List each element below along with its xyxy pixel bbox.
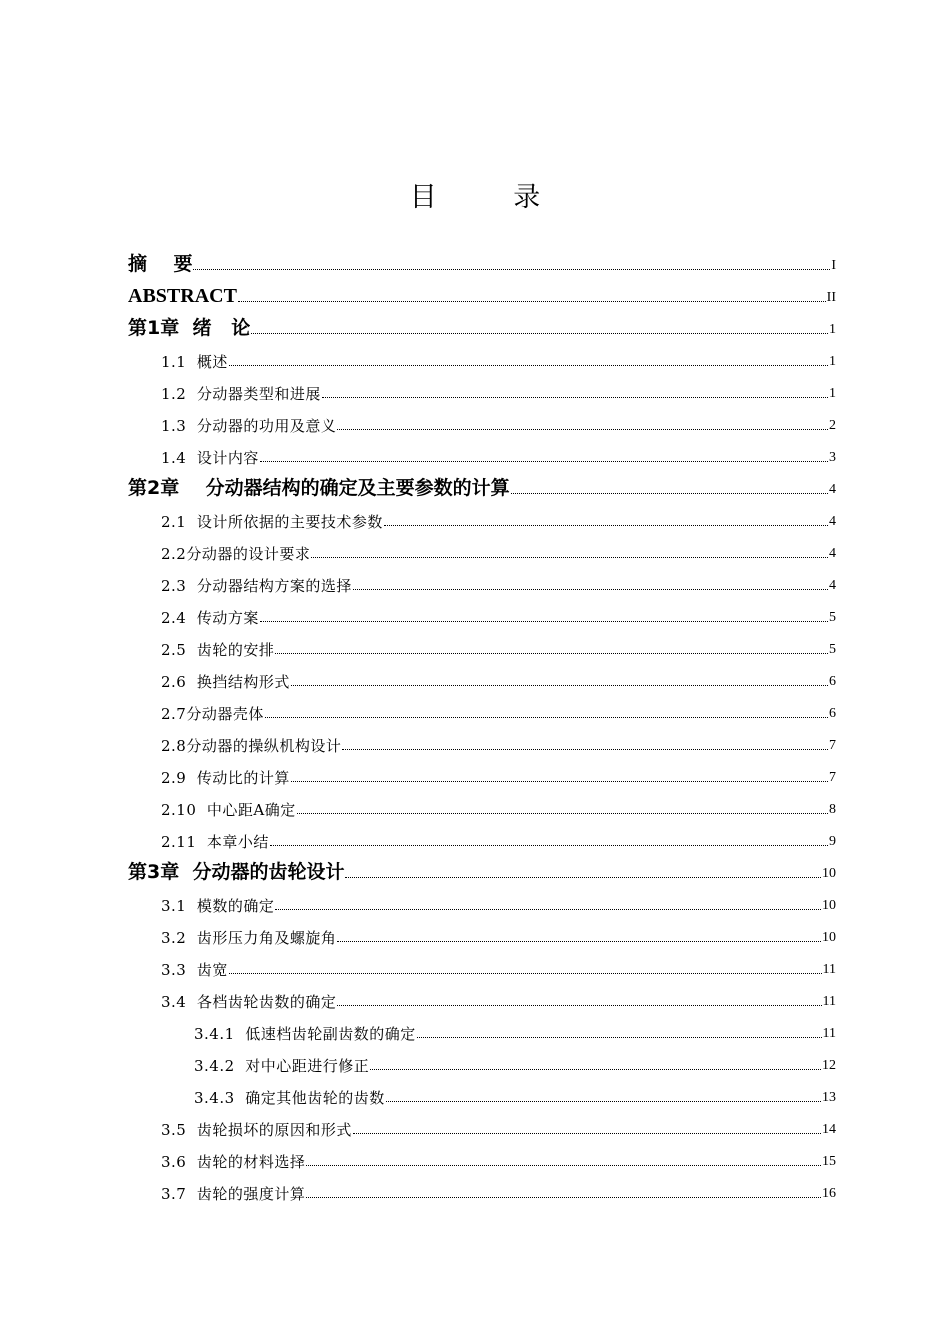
toc-dot-leader [306,1165,821,1166]
toc-page-number: 12 [822,1058,836,1073]
toc-page-number: 2 [829,418,836,433]
toc-entry-label: 2.10 中心距A确定 [161,801,296,819]
toc-entry[interactable] [128,852,836,884]
toc-title: 目 录 [409,182,575,213]
toc-entry[interactable] [128,724,836,756]
toc-entry[interactable] [128,980,836,1012]
toc-page-number: 7 [829,738,836,753]
toc-page-number: 4 [829,514,836,529]
toc-entry[interactable] [128,500,836,532]
toc-page-number: 5 [829,642,836,657]
toc-entry-label: 3.4.1 低速档齿轮副齿数的确定 [194,1025,416,1043]
toc-page-number: 4 [829,546,836,561]
toc-entry-label: 1.4 设计内容 [161,449,259,467]
toc-dot-leader [345,877,821,878]
toc-page-number: 15 [822,1154,836,1169]
toc-entry[interactable] [128,564,836,596]
toc-dot-leader [229,365,828,366]
toc-entry-label: 1.2 分动器类型和进展 [161,385,321,403]
toc-page-number: II [826,290,836,305]
toc-entry-label: 3.4 各档齿轮齿数的确定 [161,993,337,1011]
toc-entry[interactable] [128,1172,836,1204]
toc-entry[interactable] [128,404,836,436]
toc-page-number: 5 [829,610,836,625]
toc-page-number: I [831,258,836,273]
toc-page-number: 4 [829,578,836,593]
toc-dot-leader [270,845,828,846]
toc-entry-label: 2.3 分动器结构方案的选择 [161,577,352,595]
toc-dot-leader [386,1101,821,1102]
toc-entry-label: 3.7 齿轮的强度计算 [161,1185,306,1203]
toc-entry-label: 2.2分动器的设计要求 [161,545,311,563]
toc-entry-label: 第1章 绪 论 [128,317,251,339]
toc-entry[interactable] [128,596,836,628]
toc-entry[interactable] [128,1012,836,1044]
toc-dot-leader [229,973,822,974]
toc-page-number: 1 [829,322,836,337]
toc-entry-label: 3.2 齿形压力角及螺旋角 [161,929,337,947]
toc-dot-leader [322,397,828,398]
toc-page-number: 10 [822,866,836,881]
toc-entry[interactable] [128,660,836,692]
toc-list [128,244,836,1204]
toc-dot-leader [306,1197,821,1198]
toc-entry-label: 摘 要 [128,253,193,275]
toc-entry-label: 3.3 齿宽 [161,961,228,979]
toc-dot-leader [260,461,828,462]
toc-entry-label: 2.4 传动方案 [161,609,259,627]
toc-entry-label: 2.7分动器壳体 [161,705,264,723]
toc-entry[interactable] [128,468,836,500]
toc-entry[interactable] [128,1108,836,1140]
toc-entry[interactable] [128,1140,836,1172]
toc-entry[interactable] [128,436,836,468]
toc-page-number: 6 [829,674,836,689]
toc-dot-leader [265,717,828,718]
toc-entry[interactable] [128,820,836,852]
toc-page-number: 10 [822,898,836,913]
toc-page-number: 11 [822,1026,836,1041]
toc-dot-leader [260,621,828,622]
toc-page-number: 3 [829,450,836,465]
toc-entry-label: 3.5 齿轮损坏的原因和形式 [161,1121,352,1139]
toc-entry-label: 第2章 分动器结构的确定及主要参数的计算 [128,477,510,499]
toc-entry[interactable] [128,308,836,340]
toc-entry[interactable] [128,916,836,948]
toc-entry[interactable] [128,692,836,724]
toc-dot-leader [337,1005,821,1006]
toc-entry[interactable] [128,276,836,308]
toc-dot-leader [297,813,828,814]
toc-entry-label: 2.9 传动比的计算 [161,769,290,787]
toc-entry[interactable] [128,788,836,820]
toc-page-number: 11 [822,994,836,1009]
toc-page-number: 7 [829,770,836,785]
toc-page-number: 6 [829,706,836,721]
toc-page-number: 1 [829,386,836,401]
toc-entry-label: 2.6 换挡结构形式 [161,673,290,691]
toc-entry-label: 3.4.3 确定其他齿轮的齿数 [194,1089,385,1107]
toc-entry-label: 1.1 概述 [161,353,228,371]
toc-dot-leader [370,1069,821,1070]
toc-entry[interactable] [128,756,836,788]
toc-page-number: 8 [829,802,836,817]
toc-page-number: 13 [822,1090,836,1105]
toc-entry-label: 2.1 设计所依据的主要技术参数 [161,513,383,531]
toc-page-number: 9 [829,834,836,849]
toc-dot-leader [337,941,821,942]
toc-entry[interactable] [128,1076,836,1108]
toc-entry[interactable] [128,1044,836,1076]
toc-entry-label: 3.6 齿轮的材料选择 [161,1153,306,1171]
toc-entry[interactable] [128,884,836,916]
toc-dot-leader [275,909,821,910]
toc-entry-label: 第3章 分动器的齿轮设计 [128,861,345,883]
toc-entry[interactable] [128,340,836,372]
toc-dot-leader [193,269,830,270]
toc-dot-leader [353,589,828,590]
toc-dot-leader [251,333,828,334]
toc-dot-leader [275,653,828,654]
toc-entry-label: 3.1 模数的确定 [161,897,275,915]
toc-dot-leader [342,749,828,750]
toc-dot-leader [291,781,828,782]
toc-entry-label: 1.3 分动器的功用及意义 [161,417,337,435]
toc-dot-leader [353,1133,821,1134]
toc-page-number: 10 [822,930,836,945]
toc-dot-leader [417,1037,822,1038]
toc-dot-leader [311,557,828,558]
toc-page-number: 14 [822,1122,836,1137]
toc-entry[interactable] [128,948,836,980]
toc-dot-leader [337,429,828,430]
toc-page-number: 4 [829,482,836,497]
toc-entry-label: 2.5 齿轮的安排 [161,641,275,659]
toc-entry[interactable] [128,628,836,660]
toc-page-number: 1 [829,354,836,369]
toc-dot-leader [384,525,828,526]
toc-page-number: 16 [822,1186,836,1201]
toc-dot-leader [511,493,828,494]
toc-entry-label: ABSTRACT [128,285,237,307]
toc-entry-label: 2.11 本章小结 [161,833,269,851]
toc-entry[interactable] [128,372,836,404]
toc-entry[interactable] [128,532,836,564]
toc-page-number: 11 [822,962,836,977]
toc-dot-leader [291,685,828,686]
toc-entry-label: 2.8分动器的操纵机构设计 [161,737,342,755]
toc-entry-label: 3.4.2 对中心距进行修正 [194,1057,370,1075]
toc-entry[interactable] [128,244,836,276]
toc-dot-leader [238,301,826,302]
